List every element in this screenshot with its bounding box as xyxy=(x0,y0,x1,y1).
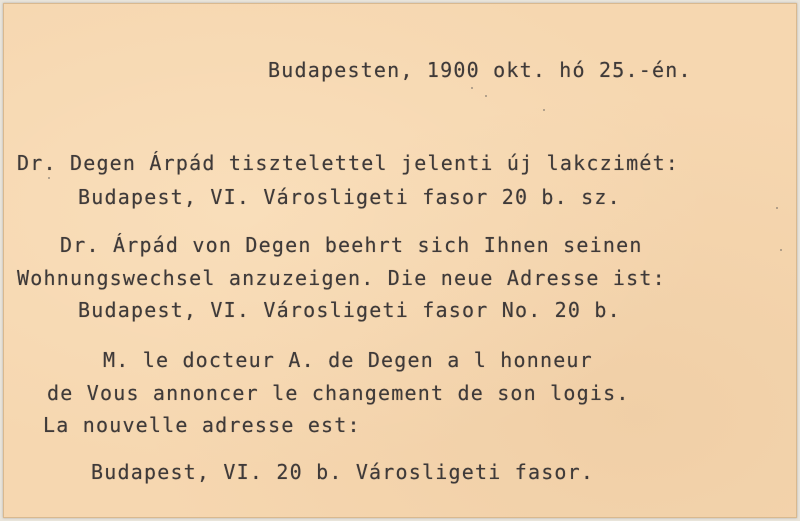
ink-speck xyxy=(543,109,545,111)
french-line-4: Budapest, VI. 20 b. Városligeti fasor. xyxy=(91,460,595,484)
ink-speck xyxy=(48,177,50,179)
german-line-3: Budapest, VI. Városligeti fasor No. 20 b. xyxy=(78,298,621,322)
ink-speck xyxy=(776,207,778,209)
ink-speck xyxy=(485,95,487,97)
french-line-3: La nouvelle adresse est: xyxy=(43,413,361,437)
german-line-1: Dr. Árpád von Degen beehrt sich Ihnen seinen xyxy=(60,233,643,257)
hungarian-line-1: Dr. Degen Árpád tisztelettel jelenti új lakczimét: xyxy=(17,151,680,175)
french-line-1: M. le docteur A. de Degen a l honneur xyxy=(103,348,593,372)
german-line-2: Wohnungswechsel anzuzeigen. Die neue Adresse ist: xyxy=(17,266,666,290)
hungarian-line-2: Budapest, VI. Városligeti fasor 20 b. sz. xyxy=(78,185,621,209)
french-line-2: de Vous annoncer le changement de son logis. xyxy=(47,381,630,405)
ink-speck xyxy=(780,249,782,251)
ink-speck xyxy=(471,87,473,89)
postcard xyxy=(3,3,797,518)
date-line: Budapesten, 1900 okt. hó 25.-én. xyxy=(268,58,692,82)
